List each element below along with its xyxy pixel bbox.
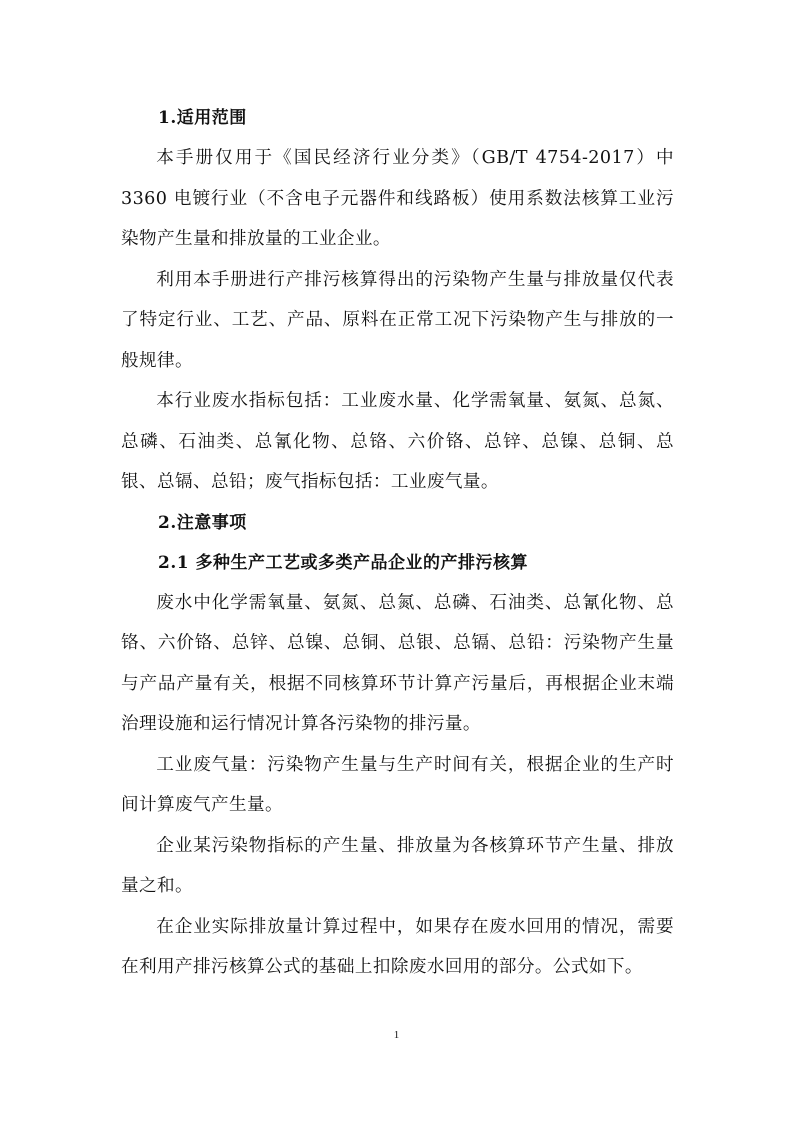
paragraph-notes-wastewater: 废水中化学需氧量、氨氮、总氮、总磷、石油类、总氰化物、总铬、六价铬、总锌、总镍、总铜、总银、总镉、总铅：污染物产生量与产品产量有关，根据不同核算环节计算产污量后，再根据企业末端治理设施和运行情况计算各污染物的排污量。: [121, 592, 674, 734]
paragraph-notes-waste-gas: 工业废气量：污染物产生量与生产时间有关，根据企业的生产时间计算废气产生量。: [121, 754, 674, 815]
paragraph-notes-reuse: 在企业实际排放量计算过程中，如果存在废水回用的情况，需要在利用产排污核算公式的基础上扣除废水回用的部分。公式如下。: [121, 916, 674, 977]
page-content: [121, 98, 674, 988]
paragraph-scope-accounting-results: 利用本手册进行产排污核算得出的污染物产生量与排放量仅代表了特定行业、工艺、产品、原料在正常工况下污染物产生与排放的一般规律。: [121, 269, 674, 371]
paragraph-scope-indicators: 本行业废水指标包括：工业废水量、化学需氧量、氨氮、总氮、总磷、石油类、总氰化物、总铬、六价铬、总锌、总镍、总铜、总银、总镉、总铅；废气指标包括：工业废气量。: [121, 391, 674, 492]
page-number: 1: [393, 1029, 400, 1041]
paragraph-notes-sum: 企业某污染物指标的产生量、排放量为各核算环节产生量、排放量之和。: [121, 835, 674, 896]
section-heading-notes: 2.注意事项: [158, 512, 247, 533]
section-heading-scope: 1.适用范围: [158, 108, 247, 128]
paragraph-scope-applicability: 本手册仅用于《国民经济行业分类》（GB/T 4754-2017）中 3360 电镀行业（不含电子元器件和线路板）使用系数法核算工业污染物产生量和排放量的工业企业。: [121, 148, 674, 249]
subsection-heading-multi-process: 2.1 多种生产工艺或多类产品企业的产排污核算: [158, 552, 528, 573]
